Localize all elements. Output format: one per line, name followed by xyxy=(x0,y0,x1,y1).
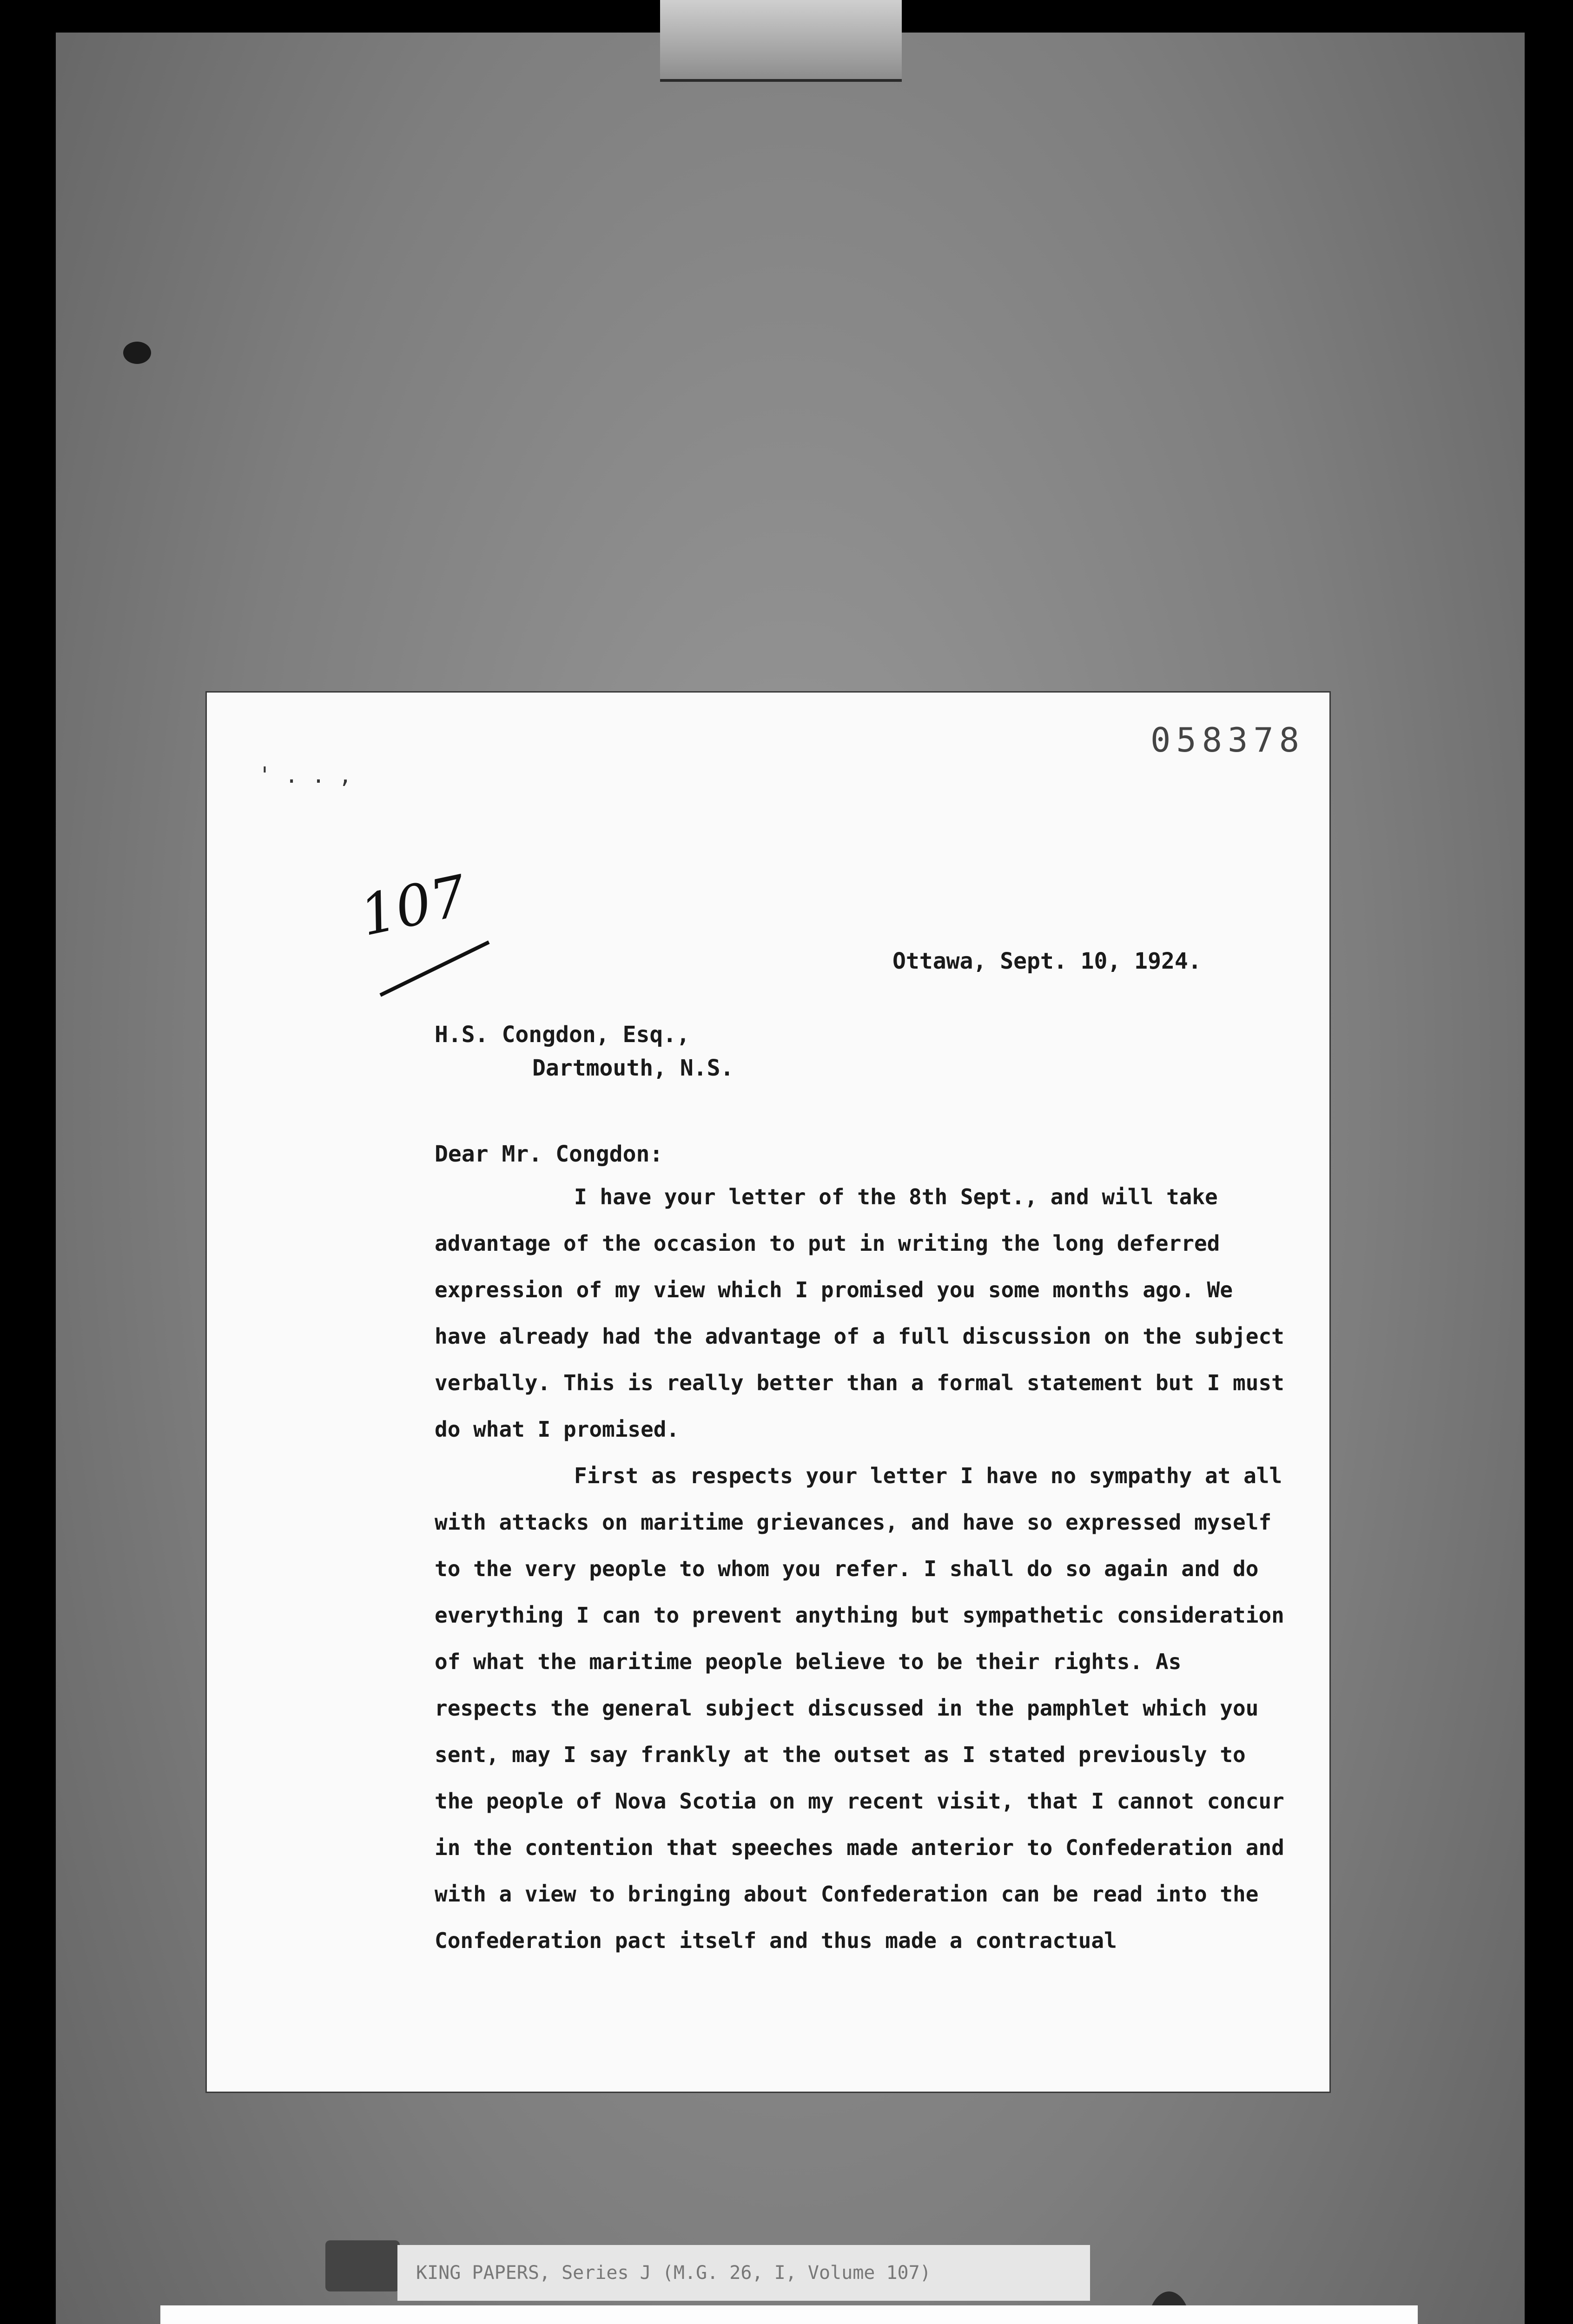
salutation: Dear Mr. Congdon: xyxy=(435,1141,663,1167)
address-name: H.S. Congdon, Esq., xyxy=(435,1022,690,1048)
margin-marks: ' . . , xyxy=(258,762,352,788)
handwritten-underline xyxy=(379,940,489,997)
letter-page xyxy=(207,693,1329,2092)
handwritten-number: 107 xyxy=(355,863,472,949)
paragraph-2: First as respects your letter I have no sympathy at all with attacks on maritime grievances, and have so expressed myself to the very people to whom you refer. I shall do so again and do everything I can to prevent anything but sympathetic consideration of what the maritime people believe to be their rights. As respects the general subject discussed in the pamphlet which you sent, may I say frankly at the outset as I stated previously to the people of Nova Scotia on my recent visit, that I cannot concur in the contention that speeches made anterior to Confederation and with a view to bringing about Confederation can be read into the Confederation pact itself and thus made a contractual xyxy=(435,1463,1284,1953)
stamp-number: 058378 xyxy=(1150,720,1305,759)
dust-speck xyxy=(123,342,151,364)
letter-date: Ottawa, Sept. 10, 1924. xyxy=(892,948,1202,974)
collection-label: KING PAPERS, Series J (M.G. 26, I, Volume 107) xyxy=(397,2245,1090,2301)
address-place: Dartmouth, N.S. xyxy=(532,1055,734,1081)
archives-card xyxy=(160,2305,1418,2324)
letter-body xyxy=(435,1174,1285,1964)
dust-speck xyxy=(325,2240,400,2291)
paragraph-1: I have your letter of the 8th Sept., and will take advantage of the occasion to put in writing the long deferred expression of my view which I promised you some months ago. We have already had the advantage of a full discussion on the subject verbally. This is really better than a formal statement but I must do what I promised. xyxy=(435,1184,1284,1442)
mounting-clip xyxy=(660,0,902,82)
recipient-address xyxy=(435,1018,734,1085)
